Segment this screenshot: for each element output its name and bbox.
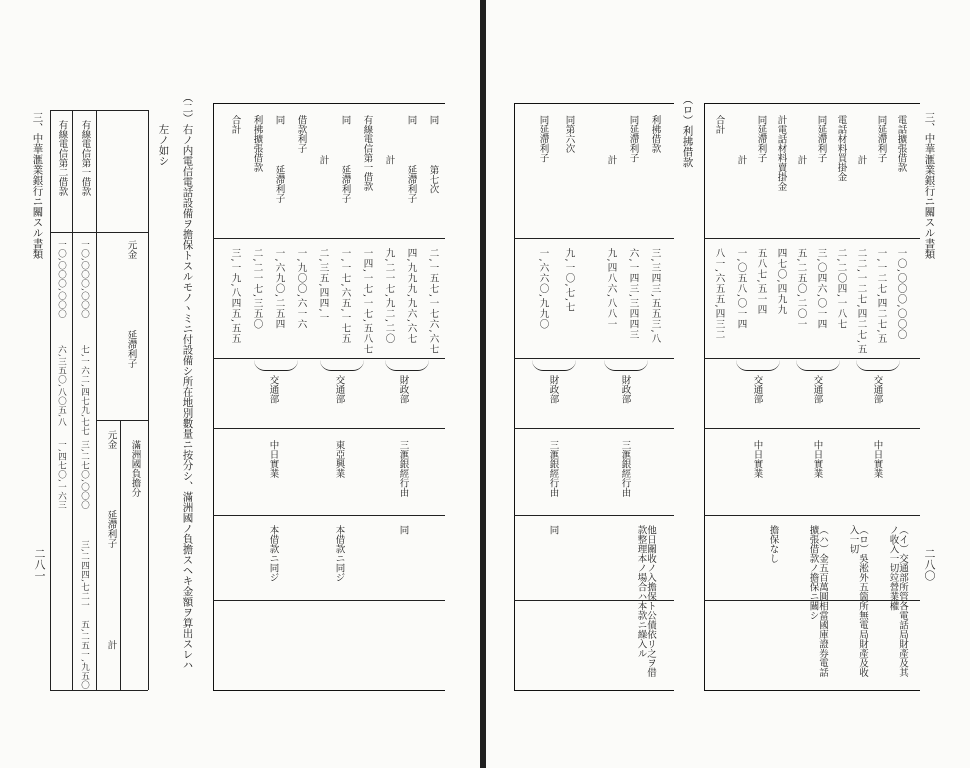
ministry-1: 交通部 bbox=[333, 375, 345, 404]
ministry-2: 交通部 bbox=[267, 375, 279, 404]
col-label-3: 同第六次 bbox=[563, 115, 575, 153]
col-label-1: 同延滯利子 bbox=[875, 115, 887, 163]
brace bbox=[320, 360, 364, 371]
col-label-1: 同 bbox=[405, 115, 417, 125]
amount-1: 六,一四三,三四四三 bbox=[627, 248, 639, 341]
remark-b: （ロ）吳淞外五箇所無電局財產及收入一切 bbox=[847, 525, 868, 677]
amount-2: 九,四八六,八八一 bbox=[605, 248, 617, 330]
col-label-8: 利拂擴張借款 bbox=[251, 115, 263, 172]
col-label-0: 電話擴張借款 bbox=[895, 115, 907, 172]
manchuria-principal: 三,二七〇,〇〇〇 bbox=[79, 440, 90, 510]
col-sub-1: 延滯利子 bbox=[405, 165, 417, 203]
amount-10: 三,一九,八四五,五五 bbox=[229, 248, 241, 345]
ministry-2: 交通部 bbox=[751, 375, 763, 404]
row-label-0: 有線電信第一借款 bbox=[79, 120, 91, 196]
amount-0: 一〇,〇〇〇,〇〇〇 bbox=[895, 248, 907, 341]
col-label-3: 電話材料買掛金 bbox=[835, 115, 847, 182]
row-label-1: 有線電信第二借款 bbox=[56, 120, 68, 196]
amount-4: 一,一七,六五,一七五 bbox=[339, 248, 351, 345]
note-heading: （二） bbox=[181, 92, 194, 124]
col-label-2: 計 bbox=[383, 155, 395, 165]
right-page bbox=[486, 0, 970, 768]
running-header: 三、中華滙業銀行ニ關スル書類 bbox=[31, 112, 44, 259]
lender-2: 中日實業 bbox=[267, 440, 279, 478]
col-label-4: 同 bbox=[339, 115, 351, 125]
page-number: 二八一 bbox=[33, 548, 46, 581]
lender-2: 中日實業 bbox=[751, 440, 763, 478]
brace bbox=[796, 360, 840, 371]
col-label-7: 同 bbox=[273, 115, 285, 125]
col-label-5: 計 bbox=[317, 155, 329, 165]
col-sub-7: 延滯利子 bbox=[273, 165, 285, 203]
amount-1: 四,九九九,九六,六七 bbox=[405, 248, 417, 345]
remark-none: 擔保なし bbox=[767, 525, 779, 563]
col-label-9: 合計 bbox=[713, 115, 725, 134]
col-sub-4: 延滯利子 bbox=[339, 165, 351, 203]
brace bbox=[532, 360, 576, 371]
col-label-0: 同 bbox=[427, 115, 439, 125]
ministry-0: 財政部 bbox=[397, 375, 409, 404]
amount-0: 二,一五七,一七六,六七 bbox=[427, 248, 439, 355]
remark-a: （イ）交通部所管各電話局財產及其ノ收入一切竝營業權 bbox=[887, 525, 908, 677]
col-label-7: 同延滯利子 bbox=[755, 115, 767, 163]
amount-4: 三,〇四六,〇一四 bbox=[815, 248, 827, 330]
manchuria-interest: 三,二四四,七二一 bbox=[79, 540, 90, 610]
remark-1: 同 bbox=[547, 525, 559, 535]
col-label-0: 利拂借款 bbox=[649, 115, 661, 153]
col-label-6: 借款利子 bbox=[295, 115, 307, 153]
brace bbox=[604, 360, 648, 371]
amount-5: 二,三五,四四,一 bbox=[317, 248, 329, 324]
amount-3: 九,一〇,七,七 bbox=[563, 248, 575, 313]
col-label-5: 計 bbox=[795, 155, 807, 165]
amount-2: 九,二一七,九二,二〇 bbox=[383, 248, 395, 345]
amount-8: 二,二一七,三五〇 bbox=[251, 248, 263, 330]
interest-header: 延滯利子 bbox=[125, 330, 137, 368]
amount-5: 五,二五〇,二〇一 bbox=[795, 248, 807, 330]
total-header: 計 bbox=[105, 640, 117, 650]
principal-value-1: 一〇,〇〇〇,〇〇〇 bbox=[56, 240, 67, 319]
remark-c: （ハ）金五百萬圓相當國庫證券電話擴張借款ノ擔保ニ關シ bbox=[807, 525, 828, 677]
col-label-4: 同延滯利子 bbox=[815, 115, 827, 163]
brace bbox=[385, 360, 429, 371]
running-header: 三、中華滙業銀行ニ關スル書類 bbox=[923, 112, 936, 259]
lender-0: 三滙銀經行由 bbox=[619, 440, 631, 497]
amount-9: 八一,六五五,四三二 bbox=[713, 248, 725, 341]
col-label-11: 合計 bbox=[229, 115, 241, 134]
col-label-8: 計 bbox=[735, 155, 747, 165]
interest-value-1: 六,三五〇,八〇五,八 bbox=[56, 345, 67, 427]
remark-1: 本借款ニ同ジ bbox=[333, 525, 345, 582]
principal-value-0: 一〇,〇〇〇,〇〇〇 bbox=[79, 240, 90, 319]
lender-0: 三滙銀經行由 bbox=[397, 440, 409, 497]
principal-short-header: 元金 bbox=[105, 430, 117, 449]
interest-value-0: 七,一六二,四七九,七七 bbox=[79, 345, 90, 436]
interest-short-header: 延滯利子 bbox=[105, 510, 117, 548]
lender-1: 中日實業 bbox=[811, 440, 823, 478]
lender-0: 中日實業 bbox=[871, 440, 883, 478]
left-page bbox=[0, 0, 480, 768]
amount-6: 四七〇,四九九 bbox=[775, 248, 787, 316]
brace bbox=[254, 360, 298, 371]
manchuria-share-header: 滿洲國負擔分 bbox=[129, 440, 141, 497]
ministry-0: 財政部 bbox=[619, 375, 631, 404]
col-label-6: 計電話材料賣掛金 bbox=[775, 115, 787, 191]
note-text-cont: 左ノ如シ bbox=[157, 124, 170, 166]
col-sub-0: 第七次 bbox=[427, 165, 439, 194]
col-label-3: 有線電信第一借款 bbox=[361, 115, 373, 191]
remark-0: 他日關收ノ入擔保ト公債依リ之ヲ借款整理本ノ場合ハ本款ニ繰入ル bbox=[635, 525, 656, 677]
ministry-1: 交通部 bbox=[811, 375, 823, 404]
manchuria-principal-2: 一,四七〇,一六三 bbox=[56, 440, 67, 510]
amount-3: 二,二〇四,一八七 bbox=[835, 248, 847, 330]
amount-3: 一四,一七,一七,五八七 bbox=[361, 248, 373, 355]
amount-4: 一,六六〇,九九〇 bbox=[537, 248, 549, 330]
lender-1: 三滙銀經行由 bbox=[547, 440, 559, 497]
amount-2: 二二,一二七,四二七,五 bbox=[855, 248, 867, 355]
amount-7: 五八七,五一四 bbox=[755, 248, 767, 316]
col-label-2: 計 bbox=[855, 155, 867, 165]
remark-0: 同 bbox=[397, 525, 409, 535]
amount-6: 一,九〇〇,六一六 bbox=[295, 248, 307, 330]
col-label-1: 同延滯利子 bbox=[627, 115, 639, 163]
ministry-0: 交通部 bbox=[871, 375, 883, 404]
col-label-2: 計 bbox=[605, 155, 617, 165]
amount-8: 一,〇五八,〇一四 bbox=[735, 248, 747, 330]
brace bbox=[736, 360, 780, 371]
col-label-4: 同延滯利子 bbox=[537, 115, 549, 163]
amount-0: 三,三四三,五五三,八 bbox=[649, 248, 661, 345]
brace bbox=[856, 360, 900, 371]
section-heading: （ロ）利拂借款 bbox=[681, 94, 694, 168]
note-text: 右ノ内電信電話設備ヲ擔保トスルモノヽミニ付設備シ所在地別數量ニ按分シ、滿洲國ノ負擔スヘキ金額ヲ算出スレハ bbox=[181, 124, 194, 670]
ministry-1: 財政部 bbox=[547, 375, 559, 404]
amount-7: 一,六九〇,二五四 bbox=[273, 248, 285, 330]
amount-1: 一,一二七,四二七,五 bbox=[875, 248, 887, 345]
principal-header: 元金 bbox=[125, 240, 137, 259]
lender-1: 東亞興業 bbox=[333, 440, 345, 478]
remark-2: 本借款ニ同ジ bbox=[267, 525, 279, 582]
manchuria-total: 五,二五一,九五〇 bbox=[79, 620, 90, 690]
page-number: 二八〇 bbox=[923, 548, 936, 581]
